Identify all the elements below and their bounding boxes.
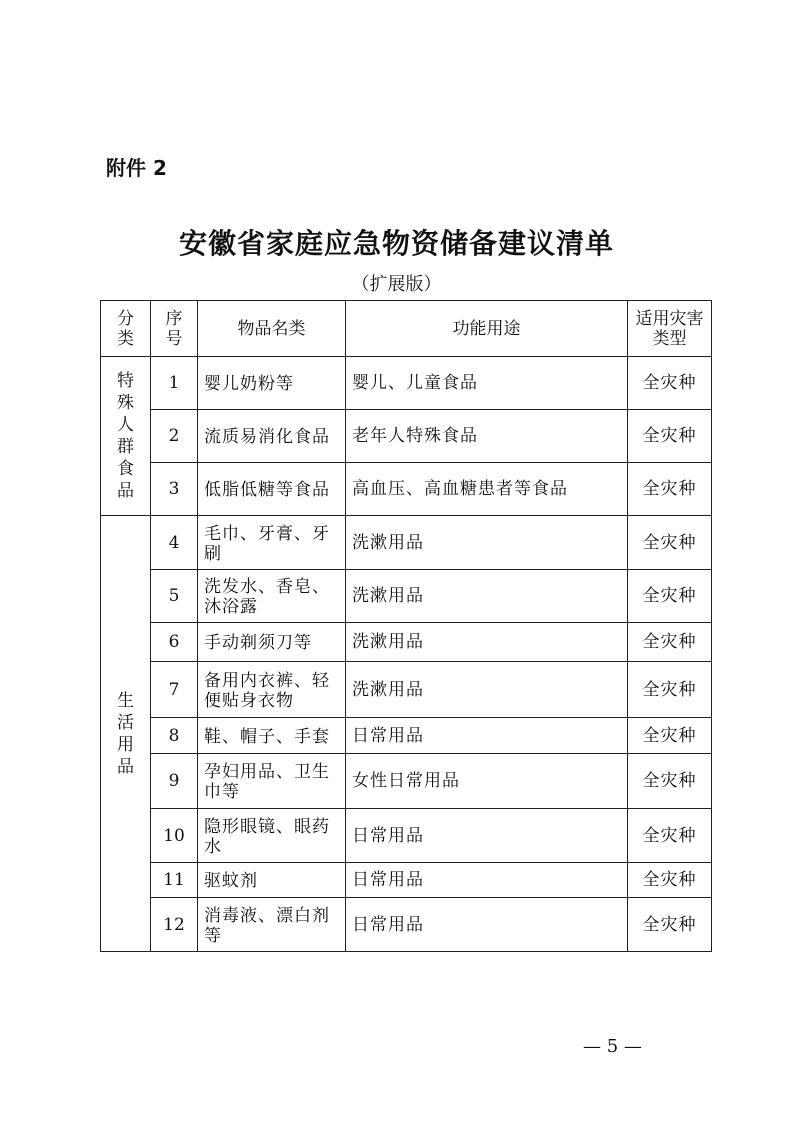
seq-cell: 4 xyxy=(151,516,198,570)
table-row xyxy=(101,410,712,463)
disaster-cell: 全灾种 xyxy=(628,718,712,754)
disaster-cell: 全灾种 xyxy=(628,754,712,809)
table-row xyxy=(101,754,712,809)
function-cell: 女性日常用品 xyxy=(346,754,628,809)
item-cell: 驱蚊剂 xyxy=(198,863,346,898)
disaster-cell: 全灾种 xyxy=(628,570,712,623)
seq-cell: 9 xyxy=(151,754,198,809)
table-row xyxy=(101,463,712,516)
header-seq: 序号 xyxy=(151,301,198,357)
page-number: — 5 — xyxy=(583,1036,642,1057)
table-row xyxy=(101,662,712,718)
seq-cell: 6 xyxy=(151,623,198,662)
header-item: 物品名类 xyxy=(198,301,346,357)
seq-cell: 3 xyxy=(151,463,198,516)
item-cell: 婴儿奶粉等 xyxy=(198,357,346,410)
table-row xyxy=(101,718,712,754)
item-cell: 鞋、帽子、手套 xyxy=(198,718,346,754)
disaster-cell: 全灾种 xyxy=(628,863,712,898)
disaster-cell: 全灾种 xyxy=(628,662,712,718)
seq-cell: 12 xyxy=(151,898,198,952)
item-cell: 手动剃须刀等 xyxy=(198,623,346,662)
item-cell: 隐形眼镜、眼药水 xyxy=(198,809,346,863)
disaster-cell: 全灾种 xyxy=(628,623,712,662)
header-function: 功能用途 xyxy=(346,301,628,357)
disaster-cell: 全灾种 xyxy=(628,357,712,410)
function-cell: 高血压、高血糖患者等食品 xyxy=(346,463,628,516)
function-cell: 日常用品 xyxy=(346,863,628,898)
table-row xyxy=(101,623,712,662)
function-cell: 洗漱用品 xyxy=(346,516,628,570)
seq-cell: 7 xyxy=(151,662,198,718)
document-title: 安徽省家庭应急物资储备建议清单 xyxy=(178,227,614,260)
function-cell: 洗漱用品 xyxy=(346,662,628,718)
header-disaster: 适用灾害类型 xyxy=(628,301,712,357)
disaster-cell: 全灾种 xyxy=(628,410,712,463)
table-row xyxy=(101,809,712,863)
disaster-cell: 全灾种 xyxy=(628,809,712,863)
header-category: 分类 xyxy=(101,301,151,357)
item-cell: 洗发水、香皂、沐浴露 xyxy=(198,570,346,623)
attachment-label: 附件 2 xyxy=(106,156,167,180)
table-row xyxy=(101,863,712,898)
seq-cell: 11 xyxy=(151,863,198,898)
seq-cell: 10 xyxy=(151,809,198,863)
seq-cell: 2 xyxy=(151,410,198,463)
function-cell: 婴儿、儿童食品 xyxy=(346,357,628,410)
document-subtitle: （扩展版） xyxy=(351,274,442,295)
supplies-table xyxy=(100,300,712,952)
disaster-cell: 全灾种 xyxy=(628,516,712,570)
function-cell: 洗漱用品 xyxy=(346,623,628,662)
category-cell: 特殊人群食品 xyxy=(101,357,151,516)
function-cell: 日常用品 xyxy=(346,718,628,754)
function-cell: 日常用品 xyxy=(346,809,628,863)
table-header-row xyxy=(101,301,712,357)
item-cell: 孕妇用品、卫生巾等 xyxy=(198,754,346,809)
disaster-cell: 全灾种 xyxy=(628,898,712,952)
table-row xyxy=(101,570,712,623)
seq-cell: 8 xyxy=(151,718,198,754)
function-cell: 洗漱用品 xyxy=(346,570,628,623)
function-cell: 日常用品 xyxy=(346,898,628,952)
category-cell: 生活用品 xyxy=(101,516,151,952)
item-cell: 低脂低糖等食品 xyxy=(198,463,346,516)
item-cell: 备用内衣裤、轻便贴身衣物 xyxy=(198,662,346,718)
seq-cell: 1 xyxy=(151,357,198,410)
table-row xyxy=(101,516,712,570)
table-row xyxy=(101,898,712,952)
disaster-cell: 全灾种 xyxy=(628,463,712,516)
seq-cell: 5 xyxy=(151,570,198,623)
function-cell: 老年人特殊食品 xyxy=(346,410,628,463)
item-cell: 毛巾、牙膏、牙刷 xyxy=(198,516,346,570)
item-cell: 流质易消化食品 xyxy=(198,410,346,463)
item-cell: 消毒液、漂白剂等 xyxy=(198,898,346,952)
table-row xyxy=(101,357,712,410)
